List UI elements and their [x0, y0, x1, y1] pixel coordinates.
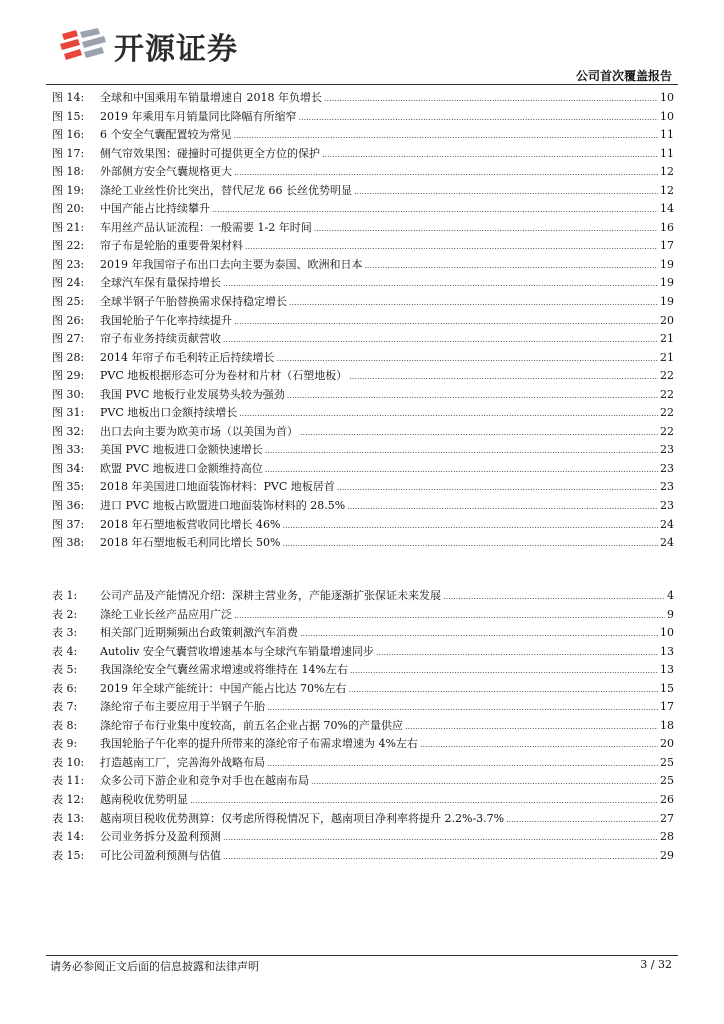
toc-entry-page: 23 [660, 499, 674, 513]
figure-toc-entry[interactable] [52, 367, 674, 386]
toc-entry-title: 我国轮胎子午化率的提升所带来的涤纶帘子布需求增速为 4%左右 [100, 737, 418, 751]
toc-entry-label: 图 30: [52, 387, 85, 401]
toc-entry-label: 图 20: [52, 202, 85, 216]
toc-leader-dots [239, 405, 658, 424]
toc-entry-label: 图 19: [52, 183, 85, 197]
toc-entry-title: 我国轮胎子午化率持续提升 [100, 313, 232, 327]
figure-toc-entry[interactable] [52, 478, 674, 497]
toc-entry-label: 图 15: [52, 109, 85, 123]
toc-entry-title: 越南税收优势明显 [100, 793, 188, 807]
figure-toc-entry[interactable] [52, 163, 674, 182]
toc-entry-page: 19 [660, 257, 674, 271]
figure-toc-entry[interactable] [52, 256, 674, 275]
toc-leader-dots [267, 755, 658, 774]
toc-entry-page: 9 [667, 607, 674, 621]
toc-entry-title: 众多公司下游企业和竞争对手也在越南布局 [100, 774, 309, 788]
toc-leader-dots [337, 479, 658, 498]
toc-leader-dots [223, 331, 658, 350]
toc-leader-dots [322, 146, 658, 165]
toc-leader-dots [300, 625, 658, 644]
toc-entry-label: 图 18: [52, 165, 85, 179]
toc-entry-page: 23 [660, 443, 674, 457]
toc-entry-title: 我国涤纶安全气囊丝需求增速或将维持在 14%左右 [100, 663, 348, 677]
toc-leader-dots [348, 681, 658, 700]
toc-entry-page: 11 [660, 146, 674, 160]
table-toc-entry[interactable] [52, 643, 674, 662]
toc-entry-label: 表 12: [52, 793, 85, 807]
toc-entry-title: 我国 PVC 地板行业发展势头较为强劲 [100, 387, 285, 401]
figure-toc-entry[interactable] [52, 497, 674, 516]
figure-toc-entry[interactable] [52, 89, 674, 108]
toc-leader-dots [443, 588, 665, 607]
toc-leader-dots [265, 461, 658, 480]
figure-toc-entry[interactable] [52, 404, 674, 423]
toc-leader-dots [282, 517, 658, 536]
table-toc-entry[interactable] [52, 810, 674, 829]
toc-leader-dots [212, 201, 658, 220]
report-type: 公司首次覆盖报告 [575, 69, 672, 83]
toc-entry-title: 2014 年帘子布毛利转正后持续增长 [100, 350, 275, 364]
toc-entry-title: 越南项目税收优势测算：仅考虑所得税情况下，越南项目净利率将提升 2.2%-3.7% [100, 811, 505, 825]
toc-leader-dots [234, 313, 658, 332]
toc-entry-label: 图 23: [52, 257, 85, 271]
toc-entry-label: 表 13: [52, 811, 85, 825]
toc-leader-dots [287, 387, 658, 406]
toc-entry-page: 29 [660, 848, 674, 862]
figure-toc-entry[interactable] [52, 126, 674, 145]
toc-entry-label: 表 11: [52, 774, 85, 788]
toc-entry-page: 11 [660, 128, 674, 142]
toc-entry-page: 10 [660, 626, 674, 640]
toc-entry-page: 19 [660, 276, 674, 290]
toc-entry-title: 中国产能占比持续攀升 [100, 202, 210, 216]
toc-entry-title: 侧气帘效果图：碰撞时可提供更全方位的保护 [100, 146, 320, 160]
toc-entry-page: 22 [660, 424, 674, 438]
toc-entry-title: 公司业务拆分及盈利预测 [100, 830, 221, 844]
toc-entry-page: 19 [660, 295, 674, 309]
toc-entry-title: 外部侧方安全气囊规格更大 [100, 165, 232, 179]
toc-entry-label: 图 32: [52, 424, 85, 438]
toc-entry-title: 车用丝产品认证流程：一般需要 1-2 年时间 [100, 220, 312, 234]
table-toc-entry[interactable] [52, 624, 674, 643]
figure-list [52, 89, 674, 553]
table-toc-entry[interactable] [52, 772, 674, 791]
toc-leader-dots [311, 773, 658, 792]
toc-entry-page: 13 [660, 644, 674, 658]
toc-entry-label: 图 26: [52, 313, 85, 327]
logo-mark-icon [58, 26, 110, 66]
toc-leader-dots [350, 662, 658, 681]
toc-entry-label: 图 16: [52, 128, 85, 142]
toc-entry-label: 表 1: [52, 589, 78, 602]
toc-entry-page: 22 [660, 387, 674, 401]
figure-toc-entry[interactable] [52, 200, 674, 219]
figure-toc-entry[interactable] [52, 516, 674, 535]
toc-leader-dots [347, 498, 658, 517]
toc-entry-title: 帘子布业务持续贡献营收 [100, 332, 221, 346]
toc-entry-label: 图 37: [52, 517, 85, 531]
toc-leader-dots [265, 442, 658, 461]
toc-entry-title: 全球和中国乘用车销量增速自 2018 年负增长 [100, 91, 322, 104]
header-divider [46, 84, 678, 85]
toc-entry-label: 表 6: [52, 681, 78, 695]
toc-entry-page: 28 [660, 830, 674, 844]
toc-entry-label: 图 34: [52, 461, 85, 475]
figure-toc-entry[interactable] [52, 312, 674, 331]
toc-entry-title: 打造越南工厂，完善海外战略布局 [100, 755, 265, 769]
toc-entry-label: 图 24: [52, 276, 85, 290]
toc-entry-label: 图 36: [52, 499, 85, 513]
toc-leader-dots [349, 368, 658, 387]
toc-entry-page: 23 [660, 480, 674, 494]
toc-entry-page: 25 [660, 755, 674, 769]
table-toc-entry[interactable] [52, 754, 674, 773]
toc-leader-dots [277, 350, 659, 369]
table-toc-entry[interactable] [52, 847, 674, 866]
toc-leader-dots [223, 829, 658, 848]
toc-entry-title: 2018 年石塑地板营收同比增长 46% [100, 517, 281, 531]
toc-entry-label: 表 14: [52, 830, 85, 844]
toc-leader-dots [300, 424, 658, 443]
toc-entry-title: 全球汽车保有量保持增长 [100, 276, 221, 290]
toc-entry-page: 17 [660, 239, 674, 253]
figure-toc-entry[interactable] [52, 274, 674, 293]
toc-entry-label: 图 27: [52, 332, 85, 346]
toc-entry-page: 20 [660, 313, 674, 327]
figure-toc-entry[interactable] [52, 441, 674, 460]
toc-entry-page: 14 [660, 202, 674, 216]
toc-entry-title: 全球半钢子午胎替换需求保持稳定增长 [100, 295, 287, 309]
figure-toc-entry[interactable] [52, 219, 674, 238]
toc-entry-title: 帘子布是轮胎的重要骨架材料 [100, 239, 243, 253]
toc-entry-label: 图 21: [52, 220, 85, 234]
toc-entry-title: 涤纶帘子布主要应用于半钢子午胎 [100, 700, 265, 714]
toc-entry-label: 图 17: [52, 146, 85, 160]
toc-entry-page: 22 [660, 369, 674, 383]
toc-entry-label: 表 10: [52, 755, 85, 769]
toc-entry-page: 22 [660, 406, 674, 420]
toc-entry-page: 4 [667, 589, 674, 602]
toc-leader-dots [234, 607, 665, 626]
figure-toc-entry[interactable] [52, 293, 674, 312]
toc-entry-label: 表 3: [52, 626, 78, 640]
toc-entry-label: 图 14: [52, 91, 85, 104]
toc-entry-label: 表 2: [52, 607, 78, 621]
toc-entry-label: 图 35: [52, 480, 85, 494]
toc-entry-title: 2019 年乘用车月销量同比降幅有所缩窄 [100, 109, 297, 123]
table-toc-entry[interactable] [52, 717, 674, 736]
toc-entry-page: 13 [660, 663, 674, 677]
toc-entry-title: 涤纶工业丝性价比突出，替代尼龙 66 长丝优势明显 [100, 183, 352, 197]
toc-entry-label: 表 7: [52, 700, 78, 714]
table-toc-entry[interactable] [52, 735, 674, 754]
toc-entry-page: 21 [660, 350, 674, 364]
toc-entry-label: 图 33: [52, 443, 85, 457]
table-toc-entry[interactable] [52, 680, 674, 699]
toc-entry-label: 图 38: [52, 536, 85, 550]
toc-entry-label: 表 8: [52, 718, 78, 732]
toc-entry-label: 图 31: [52, 406, 85, 420]
toc-entry-title: 6 个安全气囊配置较为常见 [100, 128, 232, 142]
toc-entry-title: PVC 地板出口金额持续增长 [100, 406, 238, 420]
toc-entry-page: 18 [660, 718, 674, 732]
footer-divider [46, 955, 678, 956]
table-toc-entry[interactable] [52, 587, 674, 606]
toc-leader-dots [223, 848, 658, 867]
figure-toc-entry[interactable] [52, 386, 674, 405]
figure-toc-entry[interactable] [52, 349, 674, 368]
toc-leader-dots [234, 164, 658, 183]
toc-entry-label: 图 29: [52, 369, 85, 383]
toc-entry-title: 美国 PVC 地板进口金额快速增长 [100, 443, 263, 457]
figure-toc-entry[interactable] [52, 145, 674, 164]
toc-entry-page: 15 [660, 681, 674, 695]
toc-leader-dots [314, 220, 658, 239]
toc-entry-title: 相关部门近期频频出台政策刺激汽车消费 [100, 626, 298, 640]
toc-entry-title: 2018 年石塑地板毛利同比增长 50% [100, 536, 281, 550]
toc-entry-title: Autoliv 安全气囊营收增速基本与全球汽车销量增速同步 [100, 644, 374, 658]
figure-toc-entry[interactable] [52, 237, 674, 256]
toc-leader-dots [267, 699, 658, 718]
figure-toc-entry[interactable] [52, 182, 674, 201]
toc-leader-dots [420, 736, 658, 755]
toc-entry-title: 进口 PVC 地板占欧盟进口地面装饰材料的 28.5% [100, 499, 346, 513]
toc-entry-title: 2019 年全球产能统计：中国产能占比达 70%左右 [100, 681, 347, 695]
toc-entry-page: 16 [660, 220, 674, 234]
toc-entry-title: 涤纶工业长丝产品应用广泛 [100, 607, 232, 621]
toc-leader-dots [245, 238, 658, 257]
company-logo [58, 24, 238, 68]
company-name: 开源证券 [114, 32, 238, 67]
toc-leader-dots [190, 792, 658, 811]
toc-entry-title: PVC 地板根据形态可分为卷材和片材（石塑地板） [100, 369, 348, 383]
toc-entry-title: 公司产品及产能情况介绍：深耕主营业务，产能逐渐扩张保证未来发展 [100, 589, 441, 602]
toc-entry-page: 12 [660, 165, 674, 179]
page-number: 3 / 32 [640, 958, 672, 971]
toc-leader-dots [324, 90, 658, 109]
table-list [52, 587, 674, 865]
toc-leader-dots [282, 535, 658, 554]
toc-entry-page: 20 [660, 737, 674, 751]
toc-entry-page: 25 [660, 774, 674, 788]
toc-entry-label: 表 15: [52, 848, 85, 862]
footer-disclaimer: 请务必参阅正文后面的信息披露和法律声明 [50, 960, 259, 973]
toc-entry-page: 17 [660, 700, 674, 714]
toc-entry-page: 10 [660, 91, 674, 104]
toc-entry-title: 2019 年我国帘子布出口去向主要为泰国、欧洲和日本 [100, 257, 363, 271]
toc-entry-page: 21 [660, 332, 674, 346]
toc-leader-dots [376, 644, 658, 663]
toc-entry-title: 2018 年美国进口地面装饰材料：PVC 地板居首 [100, 480, 335, 494]
toc-leader-dots [405, 718, 658, 737]
toc-entry-label: 表 9: [52, 737, 78, 751]
toc-entry-label: 图 28: [52, 350, 85, 364]
figure-toc-entry[interactable] [52, 534, 674, 553]
toc-entry-page: 27 [660, 811, 674, 825]
toc-leader-dots [234, 127, 659, 146]
toc-entry-page: 10 [660, 109, 674, 123]
figure-toc-entry[interactable] [52, 330, 674, 349]
table-toc-entry[interactable] [52, 661, 674, 680]
toc-leader-dots [365, 257, 659, 276]
toc-entry-title: 出口去向主要为欧美市场（以美国为首） [100, 424, 298, 438]
toc-leader-dots [354, 183, 658, 202]
toc-entry-page: 12 [660, 183, 674, 197]
toc-entry-label: 图 25: [52, 295, 85, 309]
figure-toc-entry[interactable] [52, 423, 674, 442]
figure-toc-entry[interactable] [52, 460, 674, 479]
toc-entry-page: 26 [660, 793, 674, 807]
toc-leader-dots [223, 275, 658, 294]
toc-entry-page: 23 [660, 461, 674, 475]
toc-entry-label: 表 4: [52, 644, 78, 658]
toc-entry-title: 涤纶帘子布行业集中度较高，前五名企业占据 70%的产量供应 [100, 718, 403, 732]
toc-leader-dots [299, 109, 659, 128]
toc-entry-label: 表 5: [52, 663, 78, 677]
toc-leader-dots [289, 294, 658, 313]
figure-toc-entry[interactable] [52, 108, 674, 127]
toc-entry-label: 图 22: [52, 239, 85, 253]
toc-leader-dots [506, 811, 658, 830]
table-toc-entry[interactable] [52, 828, 674, 847]
table-toc-entry[interactable] [52, 606, 674, 625]
table-toc-entry[interactable] [52, 791, 674, 810]
toc-entry-page: 24 [660, 536, 674, 550]
toc-entry-title: 可比公司盈利预测与估值 [100, 848, 221, 862]
toc-entry-title: 欧盟 PVC 地板进口金额维持高位 [100, 461, 263, 475]
toc-entry-page: 24 [660, 517, 674, 531]
table-toc-entry[interactable] [52, 698, 674, 717]
